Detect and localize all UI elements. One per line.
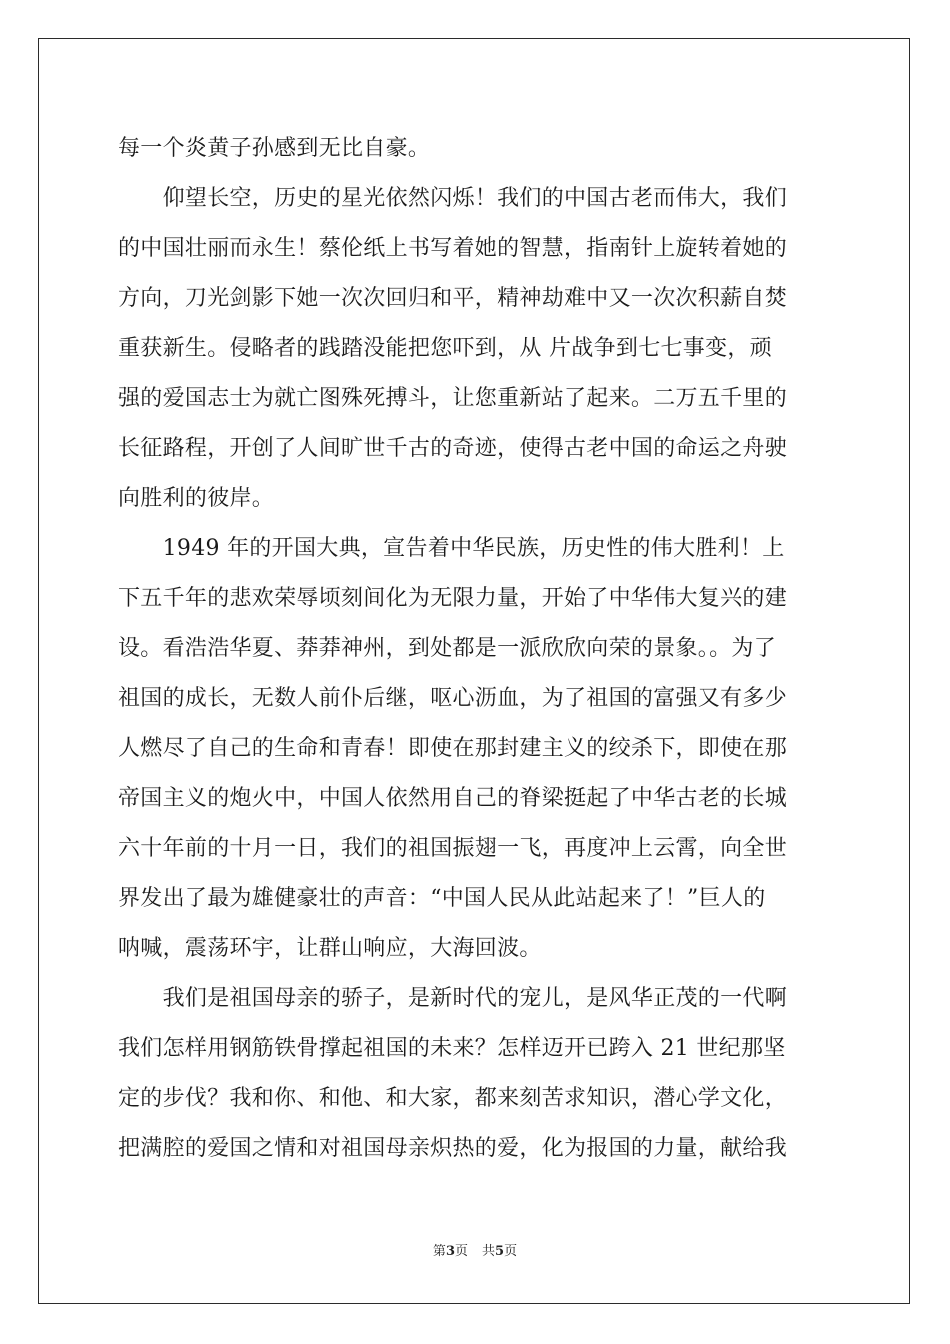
page-border [38,38,910,1304]
text-line: 我们怎样用钢筋铁骨撑起祖国的未来？怎样迈开已跨入 21 世纪那坚 [118,1036,786,1061]
text-line: 仰望长空，历史的星光依然闪烁！我们的中国古老而伟大，我们 [118,186,788,211]
text-line: 祖国的成长，无数人前仆后继，呕心沥血，为了祖国的富强又有多少 [118,686,788,711]
text-line: 强的爱国志士为就亡图殊死搏斗，让您重新站了起来。二万五千里的 [118,386,788,411]
text-line: 长征路程，开创了人间旷世千古的奇迹，使得古老中国的命运之舟驶 [118,436,788,461]
text-line: 六十年前的十月一日，我们的祖国振翅一飞，再度冲上云霄，向全世 [118,836,788,861]
text-line: 下五千年的悲欢荣辱顷刻间化为无限力量，开始了中华伟大复兴的建 [118,586,788,611]
text-line: 设。看浩浩华夏、莽莽神州，到处都是一派欣欣向荣的景象。。为了 [118,636,777,661]
text-line: 我们是祖国母亲的骄子，是新时代的宠儿，是风华正茂的一代啊 [118,986,788,1011]
text-line: 方向，刀光剑影下她一次次回归和平，精神劫难中又一次次积薪自焚 [118,286,788,311]
text-line: 帝国主义的炮火中，中国人依然用自己的脊梁挺起了中华古老的长城 [118,786,788,811]
text-line: 1949 年的开国大典，宣告着中华民族，历史性的伟大胜利！上 [118,536,785,561]
page-number: 第3页 [432,1244,468,1259]
page-total: 共5页 [482,1244,518,1259]
text-line: 向胜利的彼岸。 [118,486,275,511]
text-line: 每一个炎黄子孙感到无比自豪。 [118,136,431,161]
text-line: 人燃尽了自己的生命和青春！即使在那封建主义的绞杀下，即使在那 [118,736,788,761]
text-line: 重获新生。侵略者的践踏没能把您吓到，从 片战争到七七事变，顽 [118,336,772,361]
text-line: 呐喊，震荡环宇，让群山响应，大海回波。 [118,936,542,961]
text-line: 把满腔的爱国之情和对祖国母亲炽热的爱，化为报国的力量，献给我 [118,1136,788,1161]
text-line: 界发出了最为雄健豪壮的声音：“中国人民从此站起来了！”巨人的 [118,886,766,911]
text-line: 的中国壮丽而永生！蔡伦纸上书写着她的智慧，指南针上旋转着她的 [118,236,788,261]
text-line: 定的步伐？我和你、和他、和大家，都来刻苦求知识，潜心学文化， [118,1086,788,1111]
page-footer [0,1244,950,1260]
